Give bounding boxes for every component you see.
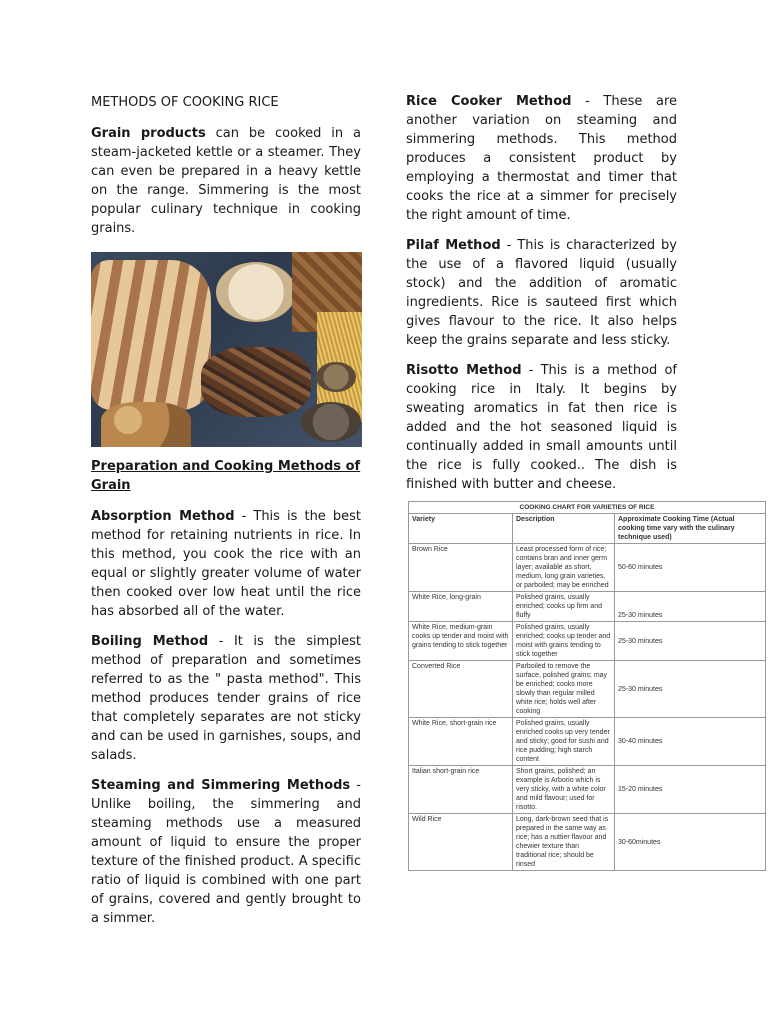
time-cell: 15-20 minutes — [615, 766, 766, 814]
pasta-image — [201, 347, 311, 417]
grains-photo — [91, 252, 362, 447]
method-paragraph — [91, 632, 361, 765]
method-term: Steaming and Simmering Methods — [91, 778, 351, 793]
method-term: Pilaf Method — [406, 238, 501, 253]
description-cell: Polished grains, usually enriched; cooks up firm and fluffy — [513, 592, 615, 622]
left-column — [91, 92, 361, 939]
method-paragraph — [91, 776, 361, 928]
table-row — [409, 718, 766, 766]
variety-cell: White Rice, long-grain — [409, 592, 513, 622]
description-cell: Short grains, polished; an example is Arborio which is very sticky, with a white color and mild flavour; used for risotto. — [513, 766, 615, 814]
method-term: Risotto Method — [406, 363, 522, 378]
table-row — [409, 622, 766, 661]
variety-cell: Brown Rice — [409, 544, 513, 592]
wheat-image — [101, 402, 191, 447]
method-paragraph — [406, 236, 677, 350]
grain-bowl-image — [316, 362, 356, 392]
method-text: - This is a method of cooking rice in Italy. It begins by sweating aromatics in fat then rice is added and the hot seasoned liquid is continually added in small amounts until the rice is fully cooked.. The dish is finished with butter and cheese. — [406, 363, 678, 492]
table-row — [409, 661, 766, 718]
description-cell: Polished grains, usually enriched cooks up very tender and sticky; good for sushi and rice pudding; high starch content — [513, 718, 615, 766]
method-text: - This is the best method for retaining nutrients in rice. In this method, you cook the rice with an equal or slightly greater volume of water then cooked over low heat until the rice has absorbed all of the water. — [91, 509, 361, 619]
method-term: Rice Cooker Method — [406, 94, 572, 109]
oats-bowl-image — [216, 262, 296, 322]
time-cell: 50-60 minutes — [615, 544, 766, 592]
section-subheading: Preparation and Cooking Methods of Grain — [91, 459, 361, 493]
time-cell: 30-60minutes — [615, 814, 766, 871]
table-row — [409, 766, 766, 814]
table-row — [409, 592, 766, 622]
bread-image — [91, 260, 211, 410]
method-paragraph — [406, 92, 677, 225]
time-cell: 25-30 minutes — [615, 592, 766, 622]
right-column — [406, 92, 677, 505]
table-header-time: Approximate Cooking Time (Actual cooking time vary with the culinary technique used) — [615, 514, 766, 544]
table-header-variety: Variety — [409, 514, 513, 544]
time-cell: 25-30 minutes — [615, 622, 766, 661]
method-term: Boiling Method — [91, 634, 209, 649]
variety-cell: Italian short-grain rice — [409, 766, 513, 814]
description-cell: Long, dark-brown seed that is prepared in the same way as rice; has a nuttier flavour and chewier texture than traditional rice; should be rinsed — [513, 814, 615, 871]
method-paragraph — [91, 507, 361, 621]
variety-cell: White Rice, medium-grain cooks up tender and moist with grains tending to stick together — [409, 622, 513, 661]
time-cell: 30-40 minutes — [615, 718, 766, 766]
intro-text: can be cooked in a steam-jacketed kettle or a steamer. They can even be prepared in a heavy kettle on the range. Simmering is the most popular culinary technique in cooking grains. — [91, 126, 362, 236]
description-cell: Least processed form of rice; contains bran and inner germ layer; available as short, medium, long grain varieties, or parboiled; may be enriched — [513, 544, 615, 592]
time-cell: 25-30 minutes — [615, 661, 766, 718]
description-cell: Parboiled to remove the surface, polished grains; may be enriched; cooks more slowly than regular milled white rice; holds well after cooking — [513, 661, 615, 718]
table-caption: COOKING CHART FOR VARIETIES OF RICE — [409, 502, 766, 514]
method-text: - These are another variation on steaming and simmering methods. This method produces a consistent product by employing a thermostat and timer that cooks the rice at a simmer for precisely the right amount of time. — [406, 94, 677, 223]
variety-cell: Wild Rice — [409, 814, 513, 871]
method-text: - This is characterized by the use of a flavored liquid (usually stock) and the addition of aromatic ingredients. Rice is sauteed first which gives flavour to the rice. It also helps keep the grains separate and less sticky. — [406, 238, 677, 348]
intro-paragraph — [91, 124, 361, 238]
method-paragraph — [406, 361, 677, 494]
table-header-description: Description — [513, 514, 615, 544]
variety-cell: White Rice, short-grain rice — [409, 718, 513, 766]
method-text: - It is the simplest method of preparation and sometimes referred to as the " pasta method". This method produces tender grains of rice that completely separates are not sticky and can be used in garnishes, soups, and salads. — [91, 634, 361, 763]
seeds-image — [301, 402, 361, 442]
description-cell: Polished grains, usually enriched; cooks up tender and moist with grains tending to stick together — [513, 622, 615, 661]
cooking-chart-table — [408, 501, 766, 871]
page-title: METHODS OF COOKING RICE — [91, 95, 279, 110]
variety-cell: Converted Rice — [409, 661, 513, 718]
table-row — [409, 814, 766, 871]
intro-term: Grain products — [91, 126, 206, 141]
method-text: - Unlike boiling, the simmering and steaming methods use a measured amount of liquid to ensure the proper texture of the finished product. A specific ratio of liquid is combined with one part of grains, covered and gently brought to a simmer. — [91, 778, 361, 926]
table-row — [409, 544, 766, 592]
method-term: Absorption Method — [91, 509, 235, 524]
